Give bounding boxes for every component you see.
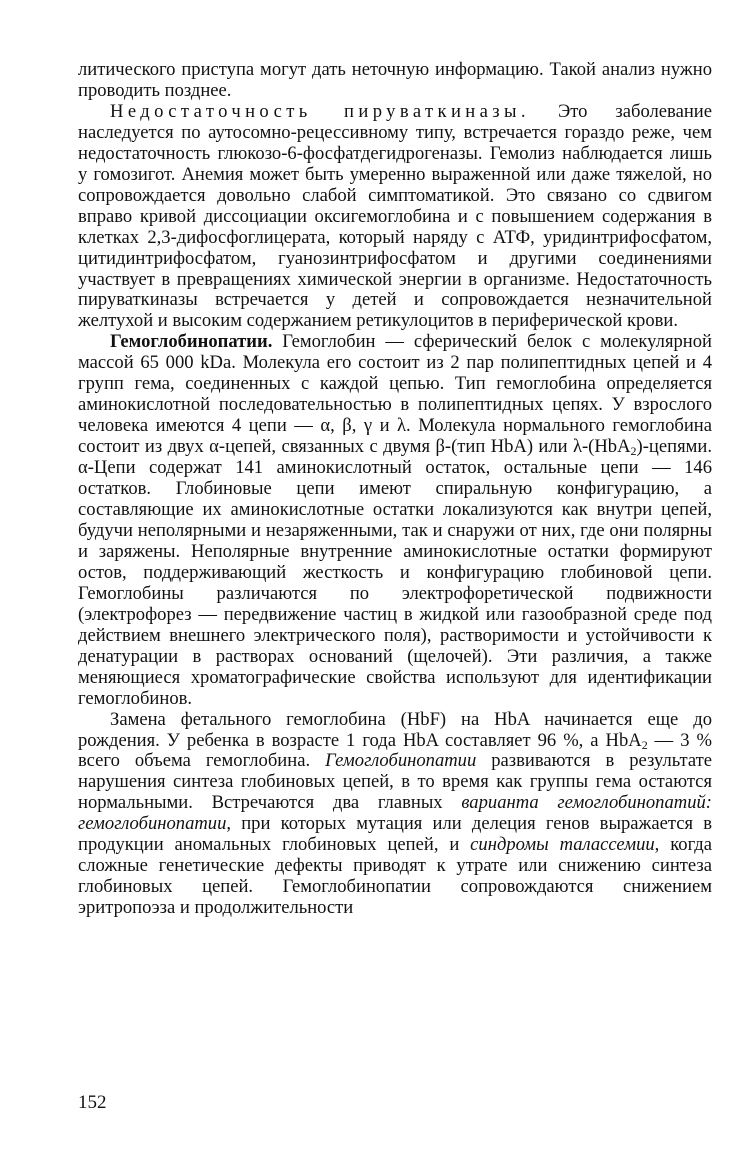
section-heading-hemoglobinopathies: Гемоглобинопатии. [110, 331, 273, 353]
paragraph-text: , когда сложные генетические дефекты приводят к утрате или снижению синтеза глобиновых цепей. Гемоглобинопатии сопровождаются снижением эритропоэза и продолжительности [78, 834, 712, 919]
paragraph-text: Замена фетального гемоглобина (HbF) на HbA начинается еще до рождения. У ребенка в возрасте 1 года HbA составляет 96 %, а HbA [78, 708, 712, 751]
italic-term: синдромы талассемии [470, 834, 655, 856]
page-number: 152 [78, 1092, 107, 1113]
paragraph-hemoglobinopathies [78, 332, 712, 709]
paragraph-text: развиваются в результате нарушения синтеза глобиновых цепей, в то время как группы гема остаются нормальными. Встречаются два главных [78, 750, 712, 814]
italic-term: Гемоглобинопатии [325, 750, 477, 772]
page-text-body [78, 60, 712, 919]
italic-term: варианта гемоглобинопатий: гемоглобинопатии [78, 792, 712, 835]
subscript: 2 [641, 737, 648, 752]
paragraph-fetal-hemoglobin [78, 710, 712, 920]
paragraph-continuation [78, 60, 712, 102]
paragraph-text: Это заболевание наследуется по аутосомно-рецессивному типу, встречается гораздо реже, чем недостаточность глюкозо-6-фосфатдегидрогеназы. Гемолиз наблюдается лишь у гомозигот. Анемия может быть умеренно выраженной или даже тяжелой, но сопровождается довольно слабой симптоматикой. Это связано со сдвигом вправо кривой диссоциации оксигемоглобина и с повышением содержания в клетках 2,3-дифосфоглицерата, который наряду с АТФ, уридинтрифосфатом, цитидинтрифосфатом, гуанозинтрифосфатом и другими соединениями участвует в превращениях химической энергии в организме. Недостаточность пируваткиназы встречается у детей и сопровождается незначительной желтухой и высоким содержанием ретикулоцитов в периферической крови. [78, 100, 712, 332]
paragraph-text: , при которых мутация или делеция генов выражается в продукции аномальных глобиновых цепей, и [78, 813, 712, 856]
subscript: 2 [630, 444, 637, 459]
paragraph-text: литического приступа могут дать неточную информацию. Такой анализ нужно проводить позднее. [78, 59, 712, 101]
paragraph-text: — 3 % всего объема гемоглобина. [78, 729, 713, 772]
paragraph-text: Гемоглобин — сферический белок с молекулярной массой 65 000 kDa. Молекула его состоит из 2 пар полипептидных цепей и 4 групп гема, соединенных с каждой цепью. Тип гемоглобина определяется аминокислотной последовательностью в полипептидных цепях. У взрослого человека имеются 4 цепи — α, β, γ и λ. Молекула нормального гемоглобина состоит из двух α-цепей, связанных с двумя β-(тип HbA) или λ-(HbA [78, 331, 712, 458]
paragraph-pyruvate-kinase [78, 102, 712, 332]
section-heading-pyruvate-kinase: Недостаточность пируваткиназы. [110, 100, 530, 122]
paragraph-text: )-цепями. α-Цепи содержат 141 аминокислотный остаток, остальные цепи — 146 остатков. Глобиновые цепи имеют спиральную конфигурацию, а составляющие их аминокислотные остатки локализуются как внутри цепей, будучи неполярными и незаряженными, так и снаружи от них, где они полярны и заряжены. Неполярные внутренние аминокислотные остатки формируют остов, поддерживающий жесткость и конфигурацию глобиновой цепи. Гемоглобины различаются по электрофоретической подвижности (электрофорез — передвижение частиц в жидкой или газообразной среде под действием внешнего электрического поля), растворимости и устойчивости к денатурации в растворах оснований (щелочей). Эти различия, а также меняющиеся хроматографические свойства используют для идентификации гемоглобинов. [78, 436, 712, 709]
